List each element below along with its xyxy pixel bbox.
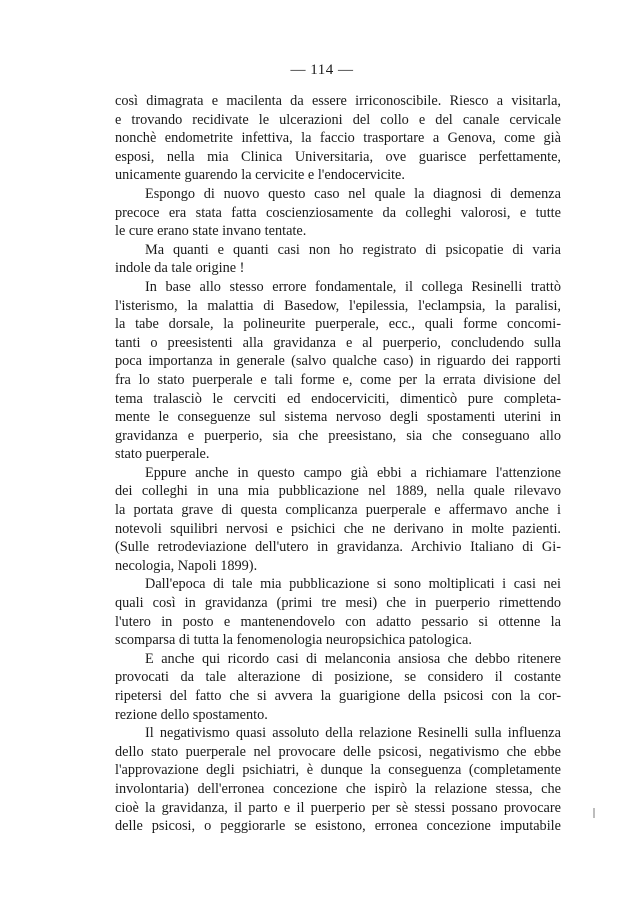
- text-line: quali così in gravidanza (primi tre mesi) che in puerperio rimettendo: [115, 595, 561, 612]
- paragraph: [115, 724, 561, 836]
- text-line: unicamente guarendo la cervicite e l'endocervicite.: [115, 167, 405, 184]
- text-line: così dimagrata e macilenta da essere irriconoscibile. Riesco a visitarla,: [115, 93, 561, 109]
- text-line: delle psicosi, o peggiorarle se esistono, erronea concezione imputabile: [115, 818, 561, 835]
- text-line: le cure erano state invano tentate.: [115, 223, 307, 240]
- text-line: tanti o preesistenti alla gravidanza e al puerperio, concludendo sulla: [115, 334, 561, 351]
- text-line: indole da tale origine !: [115, 260, 245, 277]
- paragraph: [115, 464, 561, 576]
- text-line: provocati da tale alterazione di posizione, se considero il costante: [115, 669, 561, 686]
- text-line: l'isterismo, la malattia di Basedow, l'epilessia, l'eclampsia, la paralisi,: [115, 297, 561, 314]
- text-line: Ma quanti e quanti casi non ho registrato di psicopatie di varia: [145, 241, 561, 258]
- text-line: la tabe dorsale, la polineurite puerperale, ecc., quali forme concomi-: [115, 316, 561, 333]
- paragraph: [115, 92, 561, 185]
- text-line: la portata grave di questa complicanza puerperale e affermavo anche i: [115, 502, 561, 519]
- paragraph: [115, 241, 561, 278]
- text-line: cioè la gravidanza, il parto e il puerperio per sè stessi possano provocare: [115, 799, 561, 816]
- text-line: Eppure anche in questo campo già ebbi a richiamare l'attenzione: [145, 464, 561, 481]
- text-line: E anche qui ricordo casi di melanconia ansiosa che debbo ritenere: [145, 650, 561, 667]
- page-header: — 114 —: [290, 62, 354, 78]
- text-line: dello stato puerperale nel provocare delle psicosi, negativismo che ebbe: [115, 743, 561, 760]
- text-line: tema tralasciò le cervciti ed endocerviciti, dimenticò pure completa-: [115, 390, 561, 407]
- text-line: poca importanza in generale (salvo qualche caso) in riguardo dei rapporti: [115, 353, 561, 370]
- scan-mark: [593, 808, 595, 818]
- text-line: ripetersi del fatto che si avvera la guarigione della psicosi con la cor-: [115, 688, 561, 704]
- paragraph: [115, 278, 561, 464]
- text-line: Il negativismo quasi assoluto della relazione Resinelli sulla influenza: [145, 725, 561, 742]
- text-line: l'utero in posto e mantenendovelo con adatto pessario si ottenne la: [115, 613, 561, 630]
- text-line: nonchè endometrite infettiva, la faccio trasportare a Genova, come già: [115, 130, 561, 147]
- text-line: precoce era stata fatta coscienziosamente da colleghi valorosi, e tutte: [115, 204, 561, 221]
- text-line: stato puerperale.: [115, 446, 210, 463]
- text-line: involontaria) dell'erronea concezione che ispirò la relazione stessa, che: [115, 780, 561, 797]
- text-line: Espongo di nuovo questo caso nel quale la diagnosi di demenza: [145, 185, 561, 202]
- text-line: In base allo stesso errore fondamentale, il collega Resinelli trattò: [145, 278, 561, 295]
- text-line: (Sulle retrodeviazione dell'utero in gravidanza. Archivio Italiano di Gi-: [115, 539, 561, 556]
- paragraph: [115, 185, 561, 241]
- text-line: gravidanza e puerperio, sia che preesistano, sia che conseguano allo: [115, 427, 561, 444]
- text-line: dei colleghi in una mia pubblicazione nel 1889, nella quale rilevavo: [115, 483, 561, 500]
- paragraph: [115, 575, 561, 649]
- text-line: l'approvazione degli psichiatri, è dunque la conseguenza (completamente: [115, 762, 561, 779]
- text-line: esposi, nella mia Clinica Universitaria, ove guarisce perfettamente,: [115, 148, 561, 165]
- text-line: e trovando recidivate le ulcerazioni del collo e del canale cervicale: [115, 111, 561, 128]
- text-line: Dall'epoca di tale mia pubblicazione si sono moltiplicati i casi nei: [145, 576, 561, 593]
- body-text: [115, 92, 561, 836]
- paragraph: [115, 650, 561, 724]
- text-line: mente le conseguenze sul sistema nervoso degli spostamenti uterini in: [115, 409, 561, 426]
- text-line: scomparsa di tutta la fenomenologia neuropsichica patologica.: [115, 632, 472, 649]
- text-line: fra lo stato puerperale e tali forme e, come per la errata divisione del: [115, 371, 561, 388]
- text-line: rezione dello spostamento.: [115, 706, 268, 723]
- text-line: necologia, Napoli 1899).: [115, 557, 258, 574]
- text-line: notevoli squilibri nervosi e psichici che ne derivano in molte pazienti.: [115, 520, 561, 537]
